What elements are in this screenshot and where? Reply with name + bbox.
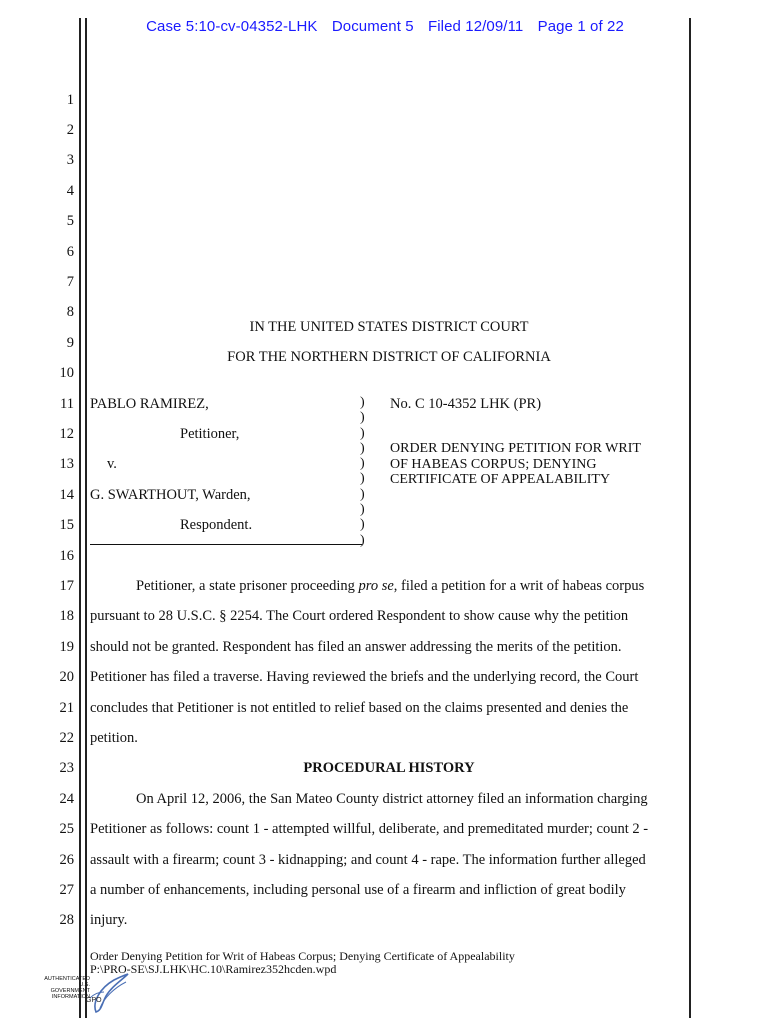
footer-title: Order Denying Petition for Writ of Habeas Corpus; Denying Certificate of Appealability <box>90 949 515 963</box>
versus: v. <box>107 456 117 472</box>
left-margin-rule-outer <box>79 18 81 1018</box>
line-number: 7 <box>66 274 74 290</box>
line-number: 2 <box>66 122 74 138</box>
line-number: 16 <box>59 548 74 564</box>
section-heading: PROCEDURAL HISTORY <box>303 760 475 776</box>
respondent-role: Respondent. <box>180 517 253 533</box>
line-number: 22 <box>59 730 74 746</box>
body-line: assault with a firearm; count 3 - kidnapping; and count 4 - rape. The information further alleged <box>90 852 646 868</box>
body-text-italic: pro se <box>358 578 394 594</box>
caption-underline <box>90 544 362 545</box>
body-line: On April 12, 2006, the San Mateo County district attorney filed an information charging <box>136 791 648 807</box>
line-number: 25 <box>59 821 74 837</box>
right-margin-rule <box>689 18 691 1018</box>
body-line: petition. <box>90 730 138 746</box>
order-title-line: ORDER DENYING PETITION FOR WRIT <box>390 441 641 456</box>
order-title-line: CERTIFICATE OF APPEALABILITY <box>390 472 611 487</box>
body-line: injury. <box>90 912 128 928</box>
gpo-authentication-seal <box>44 968 130 1018</box>
left-margin-rule-inner <box>85 18 87 1018</box>
body-line: a number of enhancements, including personal use of a firearm and infliction of great bodily <box>90 882 626 898</box>
order-title <box>390 441 641 488</box>
body-line: concludes that Petitioner is not entitled to relief based on the claims presented and denies the <box>90 700 629 716</box>
court-district: FOR THE NORTHERN DISTRICT OF CALIFORNIA <box>227 349 551 365</box>
body-line: should not be granted. Respondent has filed an answer addressing the merits of the petition. <box>90 639 622 655</box>
body-line <box>136 578 644 595</box>
body-line: Petitioner has filed a traverse. Having reviewed the briefs and the underlying record, the Court <box>90 669 639 685</box>
line-number: 11 <box>60 396 74 412</box>
body-text: Petitioner, a state prisoner proceeding <box>136 578 359 594</box>
line-number: 24 <box>59 791 74 807</box>
line-number: 1 <box>66 92 74 108</box>
gpo-seal-line: AUTHENTICATED <box>44 976 90 982</box>
line-number: 19 <box>59 639 74 655</box>
line-number: 6 <box>66 244 74 260</box>
court-name: IN THE UNITED STATES DISTRICT COURT <box>249 319 529 335</box>
footer-path: P:\PRO-SE\SJ.LHK\HC.10\Ramirez352hcden.wpd <box>90 962 337 976</box>
page-number-header: Page 1 of 22 <box>537 18 624 35</box>
line-number: 28 <box>59 912 74 928</box>
order-title-line: OF HABEAS CORPUS; DENYING <box>390 456 597 472</box>
petitioner-role: Petitioner, <box>180 426 240 442</box>
line-number: 21 <box>59 700 74 716</box>
case-number-header: Case 5:10-cv-04352-LHK <box>146 18 318 35</box>
gpo-mark: GPO <box>86 997 102 1004</box>
ecf-header <box>0 18 770 35</box>
line-number: 5 <box>66 213 74 229</box>
line-number: 27 <box>59 882 74 898</box>
body-line: pursuant to 28 U.S.C. § 2254. The Court ordered Respondent to show cause why the petition <box>90 608 629 624</box>
line-number: 17 <box>59 578 74 594</box>
document-number-header: Document 5 <box>331 18 414 35</box>
respondent-name: G. SWARTHOUT, Warden, <box>90 487 251 503</box>
body-line: Petitioner as follows: count 1 - attempted willful, deliberate, and premeditated murder; count 2 - <box>90 821 649 837</box>
line-number: 26 <box>59 852 74 868</box>
body-text: , filed a petition for a writ of habeas corpus <box>393 578 645 594</box>
line-number: 23 <box>59 760 74 776</box>
line-number: 8 <box>66 304 74 320</box>
line-number: 10 <box>59 365 74 381</box>
footer <box>90 950 515 976</box>
gpo-seal-line: U.S. GOVERNMENT <box>50 982 90 994</box>
line-number: 15 <box>59 517 74 533</box>
caption-parentheses: ) ) ) ) ) ) ) ) ) ) <box>360 395 365 548</box>
line-number: 18 <box>59 608 74 624</box>
filed-date-header: Filed 12/09/11 <box>427 18 524 35</box>
line-number: 12 <box>59 426 74 442</box>
line-number: 20 <box>59 669 74 685</box>
line-number: 13 <box>59 456 74 472</box>
gpo-seal-line: INFORMATION <box>51 994 90 1000</box>
line-number: 4 <box>66 183 74 199</box>
petitioner-name: PABLO RAMIREZ, <box>90 396 209 412</box>
gpo-eagle-icon <box>44 968 130 1018</box>
line-number: 14 <box>59 487 74 503</box>
line-number: 9 <box>66 335 74 351</box>
line-number: 3 <box>66 152 74 168</box>
case-number: No. C 10-4352 LHK (PR) <box>390 396 542 412</box>
